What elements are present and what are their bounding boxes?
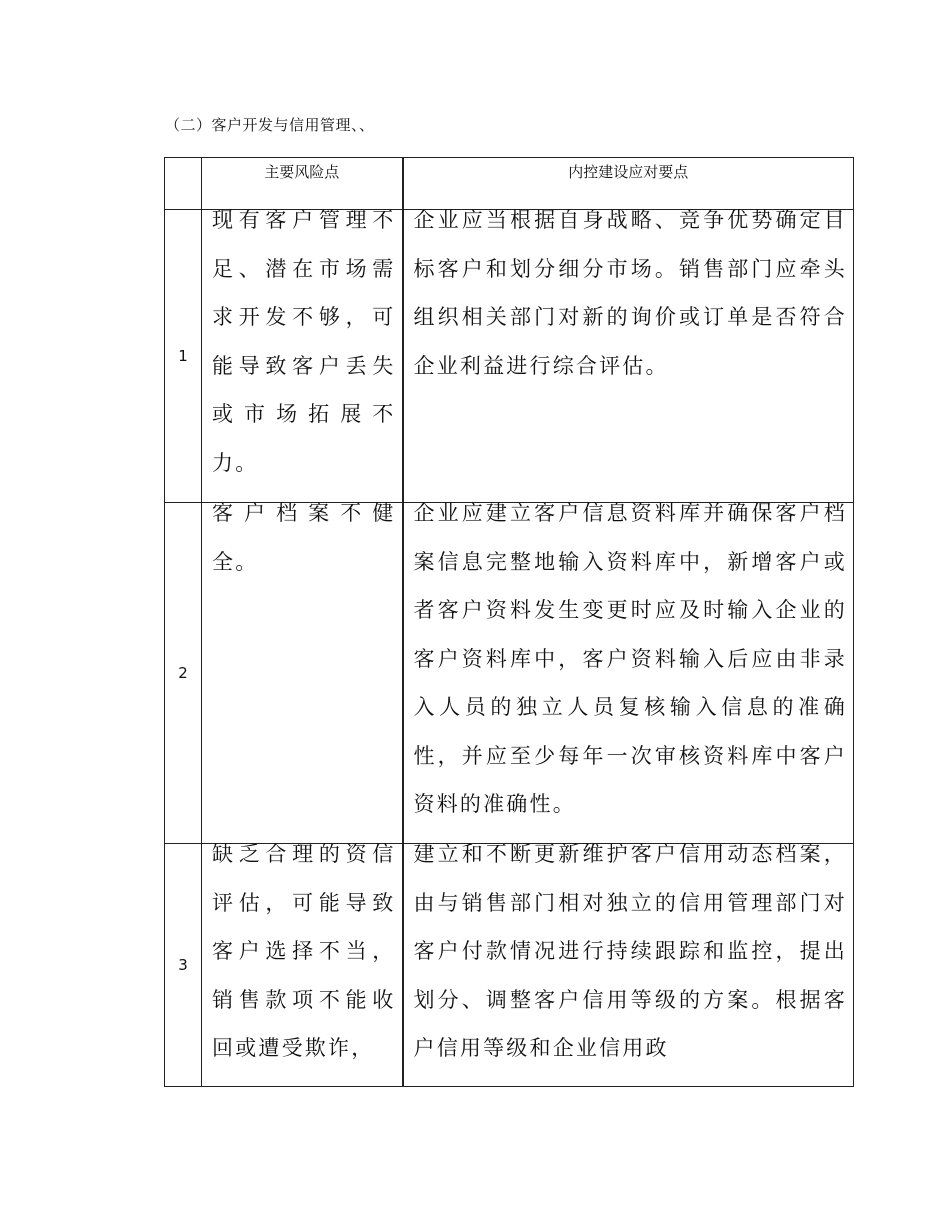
row-number: 2 bbox=[165, 503, 202, 844]
control-cell bbox=[403, 503, 854, 844]
header-number bbox=[165, 158, 202, 210]
table-row bbox=[165, 844, 854, 1087]
control-text: 企业应建立客户信息资料库并确保客户档案信息完整地输入资料库中，新增客户或者客户资料发生变更时应及时输入企业的客户资料库中，客户资料输入后应由非录入人员的独立人员复核输入信息的准确性，并应至少每年一次审核资料库中客户资料的准确性。 bbox=[413, 501, 847, 816]
header-control-point: 内控建设应对要点 bbox=[403, 158, 854, 210]
control-cell bbox=[403, 844, 854, 1087]
row-number: 3 bbox=[165, 844, 202, 1087]
risk-cell bbox=[202, 844, 403, 1087]
control-text: 企业应当根据自身战略、竞争优势确定目标客户和划分细分市场。销售部门应牵头组织相关部门对新的询价或订单是否符合企业利益进行综合评估。 bbox=[413, 208, 847, 378]
control-cell bbox=[403, 210, 854, 503]
control-text: 建立和不断更新维护客户信用动态档案，由与销售部门相对独立的信用管理部门对客户付款情况进行持续跟踪和监控，提出划分、调整客户信用等级的方案。根据客户信用等级和企业信用政 bbox=[413, 842, 847, 1060]
header-risk-point: 主要风险点 bbox=[202, 158, 403, 210]
table-row bbox=[165, 503, 854, 844]
row-number: 1 bbox=[165, 210, 202, 503]
risk-cell bbox=[202, 503, 403, 844]
risk-control-table bbox=[164, 157, 854, 1087]
risk-text: 现有客户管理不足、潜在市场需求开发不够，可能导致客户丢失或市场拓展不力。 bbox=[212, 208, 396, 475]
risk-text: 客户档案不健全。 bbox=[212, 501, 396, 574]
risk-cell bbox=[202, 210, 403, 503]
table-row bbox=[165, 210, 854, 503]
section-heading: （二）客户开发与信用管理、、 bbox=[165, 116, 375, 134]
risk-text: 缺乏合理的资信评估，可能导致客户选择不当，销售款项不能收回或遭受欺诈， bbox=[212, 842, 396, 1060]
